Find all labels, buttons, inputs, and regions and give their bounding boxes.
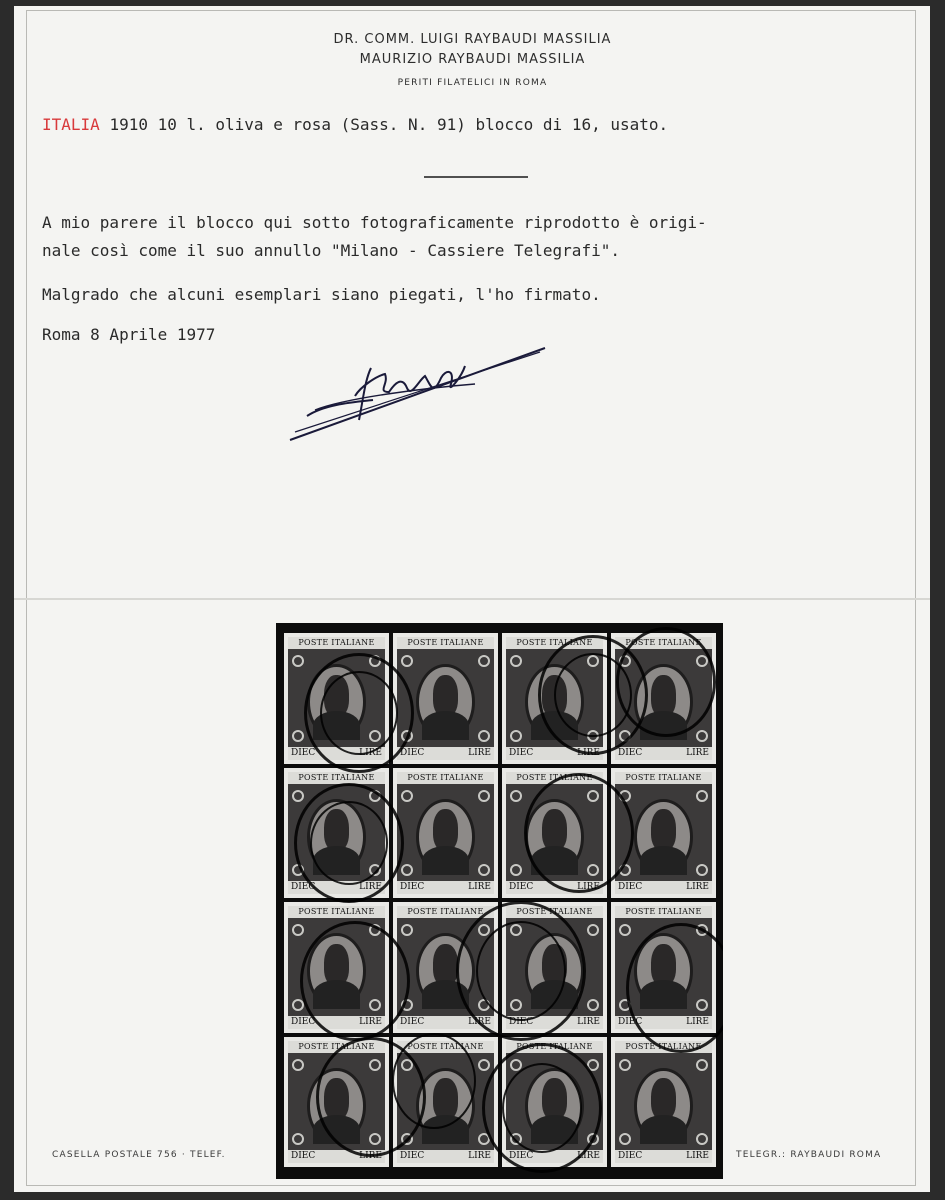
ornament-icon <box>619 655 631 667</box>
stamp-value-left: DIEC <box>291 882 316 892</box>
ornament-icon <box>478 1133 490 1145</box>
stamp-block-photo <box>276 623 723 1179</box>
stamp-value-right: LIRE <box>577 1016 600 1027</box>
ornament-icon <box>292 864 304 876</box>
stamp-value-left: DIEC <box>618 1151 643 1161</box>
country-label: ITALIA <box>42 115 100 134</box>
stamp-grid <box>284 633 716 1167</box>
stamp-value-bar <box>288 1150 385 1163</box>
ornament-icon <box>587 924 599 936</box>
stamp-16 <box>611 1037 716 1168</box>
stamp-value-bar <box>397 1150 494 1163</box>
ornament-icon <box>401 730 413 742</box>
ornament-icon <box>587 1133 599 1145</box>
title-description: 1910 10 l. oliva e rosa (Sass. N. 91) blocco di 16, usato. <box>109 115 669 134</box>
stamp-value-left: DIEC <box>509 1016 534 1027</box>
stamp-8 <box>611 768 716 899</box>
note-line: Malgrado che alcuni esemplari siano piegati, l'ho firmato. <box>42 285 601 304</box>
ornament-icon <box>510 790 522 802</box>
stamp-value-bar <box>615 881 712 894</box>
stamp-value-bar <box>506 1016 603 1029</box>
portrait-shoulders <box>313 980 359 1009</box>
ornament-icon <box>369 864 381 876</box>
ornament-icon <box>369 999 381 1011</box>
stamp-15 <box>502 1037 607 1168</box>
ornament-icon <box>478 864 490 876</box>
stamp-value-right: LIRE <box>577 1151 600 1161</box>
stamp-value-left: DIEC <box>509 747 534 758</box>
stamp-value-right: LIRE <box>686 882 709 892</box>
portrait-shoulders <box>313 1115 359 1144</box>
stamp-value-right: LIRE <box>577 747 600 758</box>
portrait-shoulders <box>313 711 359 740</box>
stamp-value-bar <box>397 747 494 760</box>
ornament-icon <box>478 730 490 742</box>
stamp-value-left: DIEC <box>400 747 425 758</box>
stamp-value-left: DIEC <box>291 1151 316 1161</box>
stamp-value-right: LIRE <box>577 882 600 892</box>
stamp-top-text: POSTE ITALIANE <box>615 1041 712 1053</box>
portrait-shoulders <box>640 1115 686 1144</box>
ornament-icon <box>619 1059 631 1071</box>
ornament-icon <box>292 655 304 667</box>
ornament-icon <box>587 864 599 876</box>
portrait-head <box>324 944 349 986</box>
ornament-icon <box>478 999 490 1011</box>
footer-telegram-info: TELEGR.: RAYBAUDI ROMA <box>736 1150 882 1160</box>
portrait-head <box>542 809 567 851</box>
stamp-value-bar <box>506 881 603 894</box>
ornament-icon <box>292 730 304 742</box>
stamp-value-left: DIEC <box>291 747 316 758</box>
ornament-icon <box>478 790 490 802</box>
ornament-icon <box>510 1133 522 1145</box>
stamp-9 <box>284 902 389 1033</box>
opinion-line-1: A mio parere il blocco qui sotto fotograficamente riprodotto è origi- <box>42 213 707 232</box>
ornament-icon <box>292 999 304 1011</box>
stamp-value-right: LIRE <box>359 747 382 758</box>
ornament-icon <box>292 790 304 802</box>
stamp-12 <box>611 902 716 1033</box>
ornament-icon <box>696 730 708 742</box>
stamp-10 <box>393 902 498 1033</box>
stamp-top-text: POSTE ITALIANE <box>615 772 712 784</box>
ornament-icon <box>478 655 490 667</box>
stamp-top-text: POSTE ITALIANE <box>397 772 494 784</box>
stamp-value-left: DIEC <box>291 1016 316 1027</box>
ornament-icon <box>292 1133 304 1145</box>
stamp-top-text: POSTE ITALIANE <box>506 906 603 918</box>
stamp-value-left: DIEC <box>509 1151 534 1161</box>
stamp-value-right: LIRE <box>468 1016 491 1027</box>
signature-image <box>285 340 555 450</box>
ornament-icon <box>619 864 631 876</box>
portrait-shoulders <box>422 711 468 740</box>
stamp-5 <box>284 768 389 899</box>
stamp-top-text: POSTE ITALIANE <box>506 637 603 649</box>
stamp-value-bar <box>506 747 603 760</box>
portrait-shoulders <box>313 846 359 875</box>
ornament-icon <box>401 790 413 802</box>
stamp-value-bar <box>397 1016 494 1029</box>
stamp-top-text: POSTE ITALIANE <box>397 906 494 918</box>
ornament-icon <box>587 730 599 742</box>
ornament-icon <box>510 1059 522 1071</box>
stamp-13 <box>284 1037 389 1168</box>
ornament-icon <box>619 924 631 936</box>
ornament-icon <box>696 924 708 936</box>
ornament-icon <box>696 1059 708 1071</box>
certificate-title <box>42 115 668 134</box>
stamp-value-right: LIRE <box>686 1016 709 1027</box>
stamp-value-right: LIRE <box>359 1016 382 1027</box>
stamp-top-text: POSTE ITALIANE <box>288 637 385 649</box>
ornament-icon <box>369 790 381 802</box>
portrait-shoulders <box>422 846 468 875</box>
portrait-head <box>651 675 676 717</box>
portrait-shoulders <box>422 980 468 1009</box>
stamp-3 <box>502 633 607 764</box>
stamp-value-right: LIRE <box>468 882 491 892</box>
stamp-value-left: DIEC <box>618 882 643 892</box>
stamp-14 <box>393 1037 498 1168</box>
ornament-icon <box>478 1059 490 1071</box>
stamp-7 <box>502 768 607 899</box>
portrait-shoulders <box>531 711 577 740</box>
stamp-value-bar <box>615 747 712 760</box>
stamp-6 <box>393 768 498 899</box>
ornament-icon <box>619 999 631 1011</box>
ornament-icon <box>401 1133 413 1145</box>
stamp-value-bar <box>615 1016 712 1029</box>
ornament-icon <box>587 999 599 1011</box>
ornament-icon <box>587 790 599 802</box>
portrait-shoulders <box>531 980 577 1009</box>
header-name-1: DR. COMM. LUIGI RAYBAUDI MASSILIA <box>333 32 612 47</box>
stamp-top-text: POSTE ITALIANE <box>288 906 385 918</box>
stamp-4 <box>611 633 716 764</box>
ornament-icon <box>510 864 522 876</box>
portrait-head <box>651 809 676 851</box>
stamp-value-right: LIRE <box>686 1151 709 1161</box>
stamp-value-bar <box>397 881 494 894</box>
stamp-top-text: POSTE ITALIANE <box>615 906 712 918</box>
ornament-icon <box>369 1059 381 1071</box>
stamp-value-right: LIRE <box>359 1151 382 1161</box>
stamp-2 <box>393 633 498 764</box>
portrait-head <box>324 675 349 717</box>
ornament-icon <box>510 730 522 742</box>
portrait-head <box>542 1078 567 1120</box>
ornament-icon <box>401 1059 413 1071</box>
stamp-top-text: POSTE ITALIANE <box>288 1041 385 1053</box>
portrait-shoulders <box>422 1115 468 1144</box>
portrait-shoulders <box>640 980 686 1009</box>
stamp-value-left: DIEC <box>509 882 534 892</box>
ornament-icon <box>696 655 708 667</box>
ornament-icon <box>369 730 381 742</box>
stamp-value-left: DIEC <box>618 1016 643 1027</box>
stamp-11 <box>502 902 607 1033</box>
ornament-icon <box>401 864 413 876</box>
ornament-icon <box>696 790 708 802</box>
ornament-icon <box>587 1059 599 1071</box>
portrait-head <box>324 1078 349 1120</box>
stamp-value-left: DIEC <box>400 882 425 892</box>
ornament-icon <box>510 924 522 936</box>
stamp-value-right: LIRE <box>468 1151 491 1161</box>
ornament-icon <box>369 1133 381 1145</box>
portrait-head <box>542 944 567 986</box>
ornament-icon <box>510 999 522 1011</box>
fold-line <box>14 598 930 600</box>
portrait-shoulders <box>640 711 686 740</box>
portrait-head <box>433 675 458 717</box>
stamp-top-text: POSTE ITALIANE <box>397 637 494 649</box>
portrait-shoulders <box>640 846 686 875</box>
stamp-value-right: LIRE <box>686 747 709 758</box>
place-date: Roma 8 Aprile 1977 <box>42 325 216 344</box>
ornament-icon <box>696 864 708 876</box>
ornament-icon <box>619 730 631 742</box>
stamp-value-bar <box>506 1150 603 1163</box>
ornament-icon <box>292 924 304 936</box>
stamp-top-text: POSTE ITALIANE <box>506 772 603 784</box>
portrait-shoulders <box>531 1115 577 1144</box>
portrait-head <box>651 944 676 986</box>
portrait-head <box>651 1078 676 1120</box>
stamp-top-text: POSTE ITALIANE <box>615 637 712 649</box>
portrait-head <box>542 675 567 717</box>
ornament-icon <box>510 655 522 667</box>
stamp-value-bar <box>288 747 385 760</box>
ornament-icon <box>401 924 413 936</box>
ornament-icon <box>401 655 413 667</box>
section-divider <box>424 176 528 178</box>
stamp-top-text: POSTE ITALIANE <box>397 1041 494 1053</box>
stamp-top-text: POSTE ITALIANE <box>506 1041 603 1053</box>
stamp-top-text: POSTE ITALIANE <box>288 772 385 784</box>
stamp-value-bar <box>288 881 385 894</box>
header-subtitle: PERITI FILATELICI IN ROMA <box>397 78 548 88</box>
stamp-value-right: LIRE <box>468 747 491 758</box>
stamp-value-bar <box>615 1150 712 1163</box>
portrait-head <box>433 1078 458 1120</box>
stamp-1 <box>284 633 389 764</box>
ornament-icon <box>619 790 631 802</box>
header-name-2: MAURIZIO RAYBAUDI MASSILIA <box>359 52 586 67</box>
ornament-icon <box>478 924 490 936</box>
portrait-head <box>324 809 349 851</box>
ornament-icon <box>696 1133 708 1145</box>
opinion-line-2: nale così come il suo annullo "Milano - Cassiere Telegrafi". <box>42 241 620 260</box>
portrait-shoulders <box>531 846 577 875</box>
ornament-icon <box>587 655 599 667</box>
ornament-icon <box>369 655 381 667</box>
stamp-value-left: DIEC <box>400 1151 425 1161</box>
footer-postal-info: CASELLA POSTALE 756 · TELEF. <box>52 1150 226 1160</box>
stamp-value-bar <box>288 1016 385 1029</box>
ornament-icon <box>369 924 381 936</box>
stamp-value-right: LIRE <box>359 882 382 892</box>
ornament-icon <box>401 999 413 1011</box>
portrait-head <box>433 809 458 851</box>
stamp-value-left: DIEC <box>400 1016 425 1027</box>
ornament-icon <box>619 1133 631 1145</box>
ornament-icon <box>292 1059 304 1071</box>
stamp-value-left: DIEC <box>618 747 643 758</box>
portrait-head <box>433 944 458 986</box>
ornament-icon <box>696 999 708 1011</box>
